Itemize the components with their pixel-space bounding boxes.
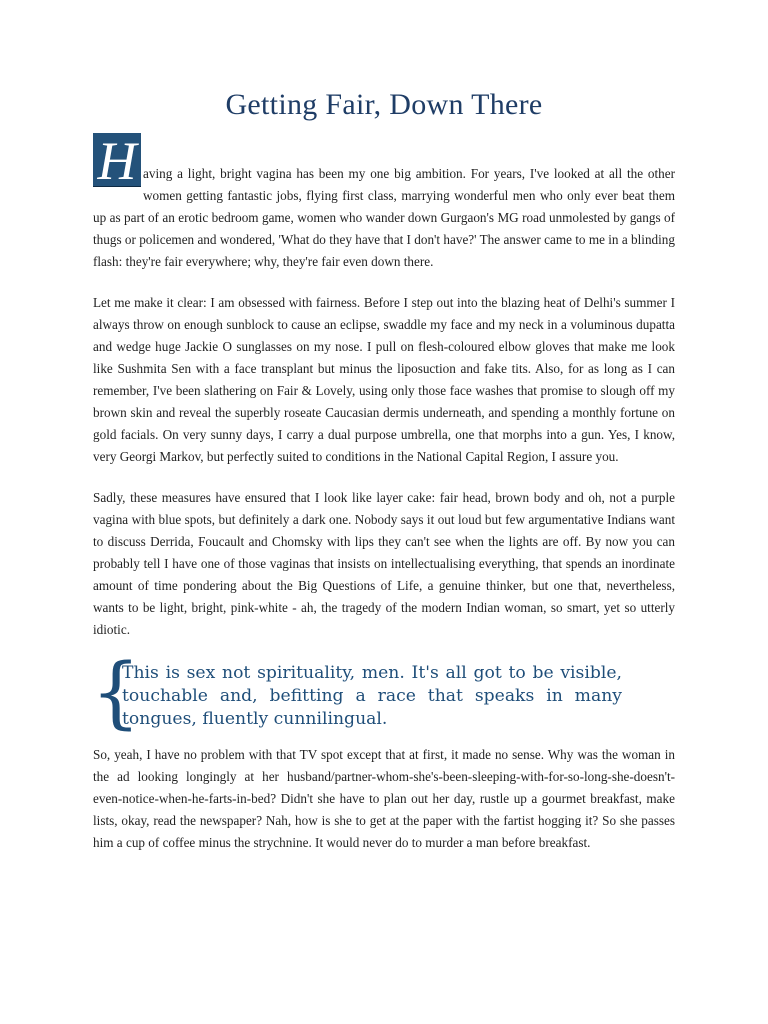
article-title: Getting Fair, Down There (225, 88, 543, 121)
pull-quote-text: This is sex not spirituality, men. It's all got to be visible, touchable and, befitting a race that speaks in many tongues, fluently cunnilingual. (122, 663, 622, 729)
paragraph-3: Sadly, these measures have ensured that I look like layer cake: fair head, brown body and oh, not a purple vagina with blue spots, but definitely a dark one. Nobody says it out loud but few argumentative Indians want to discuss Derrida, Foucault and Chomsky with lips they can't see when the lights are off. By now you can probably tell I have one of those vaginas that insists on intellectualising everything, that spends an inordinate amount of time pondering about the Big Questions of Life, a genuine thinker, but one that, nevertheless, wants to be light, bright, pink-white - ah, the tragedy of the modern Indian woman, so smart, yet so utterly idiotic. (93, 490, 675, 637)
dropcap-letter: H (93, 133, 141, 187)
pull-quote (91, 648, 675, 738)
paragraph-4: So, yeah, I have no problem with that TV spot except that at first, it made no sense. Why was the woman in the ad looking longingly at her husband/partner-whom-she's-been-sleeping-with-for-so-long-she-doesn't-even-notice-when-he-farts-in-bed? Didn't she have to plan out her day, rustle up a gourmet breakfast, make lists, okay, read the newspaper? Nah, how is she to get at the paper with the fartist hogging it? So she passes him a cup of coffee minus the strychnine. It would never do to murder a man before breakfast. (93, 747, 675, 850)
paragraph-1 (93, 133, 675, 273)
article-body (93, 133, 675, 873)
curly-brace-icon: { (91, 648, 141, 738)
paragraph-2: Let me make it clear: I am obsessed with fairness. Before I step out into the blazing heat of Delhi's summer I always throw on enough sunblock to cause an eclipse, swaddle my face and my neck in a voluminous dupatta and wedge huge Jackie O sunglasses on my nose. I pull on flesh-coloured elbow gloves that make me look like Sushmita Sen with a face transplant but minus the liposuction and fake tits. Also, for as long as I can remember, I've been slathering on Fair & Lovely, using only those face washes that promise to slough off my brown skin and reveal the superbly roseate Caucasian dermis underneath, and spending a monthly fortune on gold facials. On very sunny days, I carry a dual purpose umbrella, one that morphs into a gun. Yes, I know, very Georgi Markov, but perfectly suited to conditions in the National Capital Region, I assure you. (93, 295, 675, 464)
paragraph-1-text: aving a light, bright vagina has been my one big ambition. For years, I've looked at all the other women getting fantastic jobs, flying first class, marrying wonderful men who only ever beat them up as part of an erotic bedroom game, women who wander down Gurgaon's MG road unmolested by gangs of thugs or policemen and wondered, 'What do they have that I don't have?' The answer came to me in a blinding flash: they're fair everywhere; why, they're fair even down there. (93, 166, 675, 269)
